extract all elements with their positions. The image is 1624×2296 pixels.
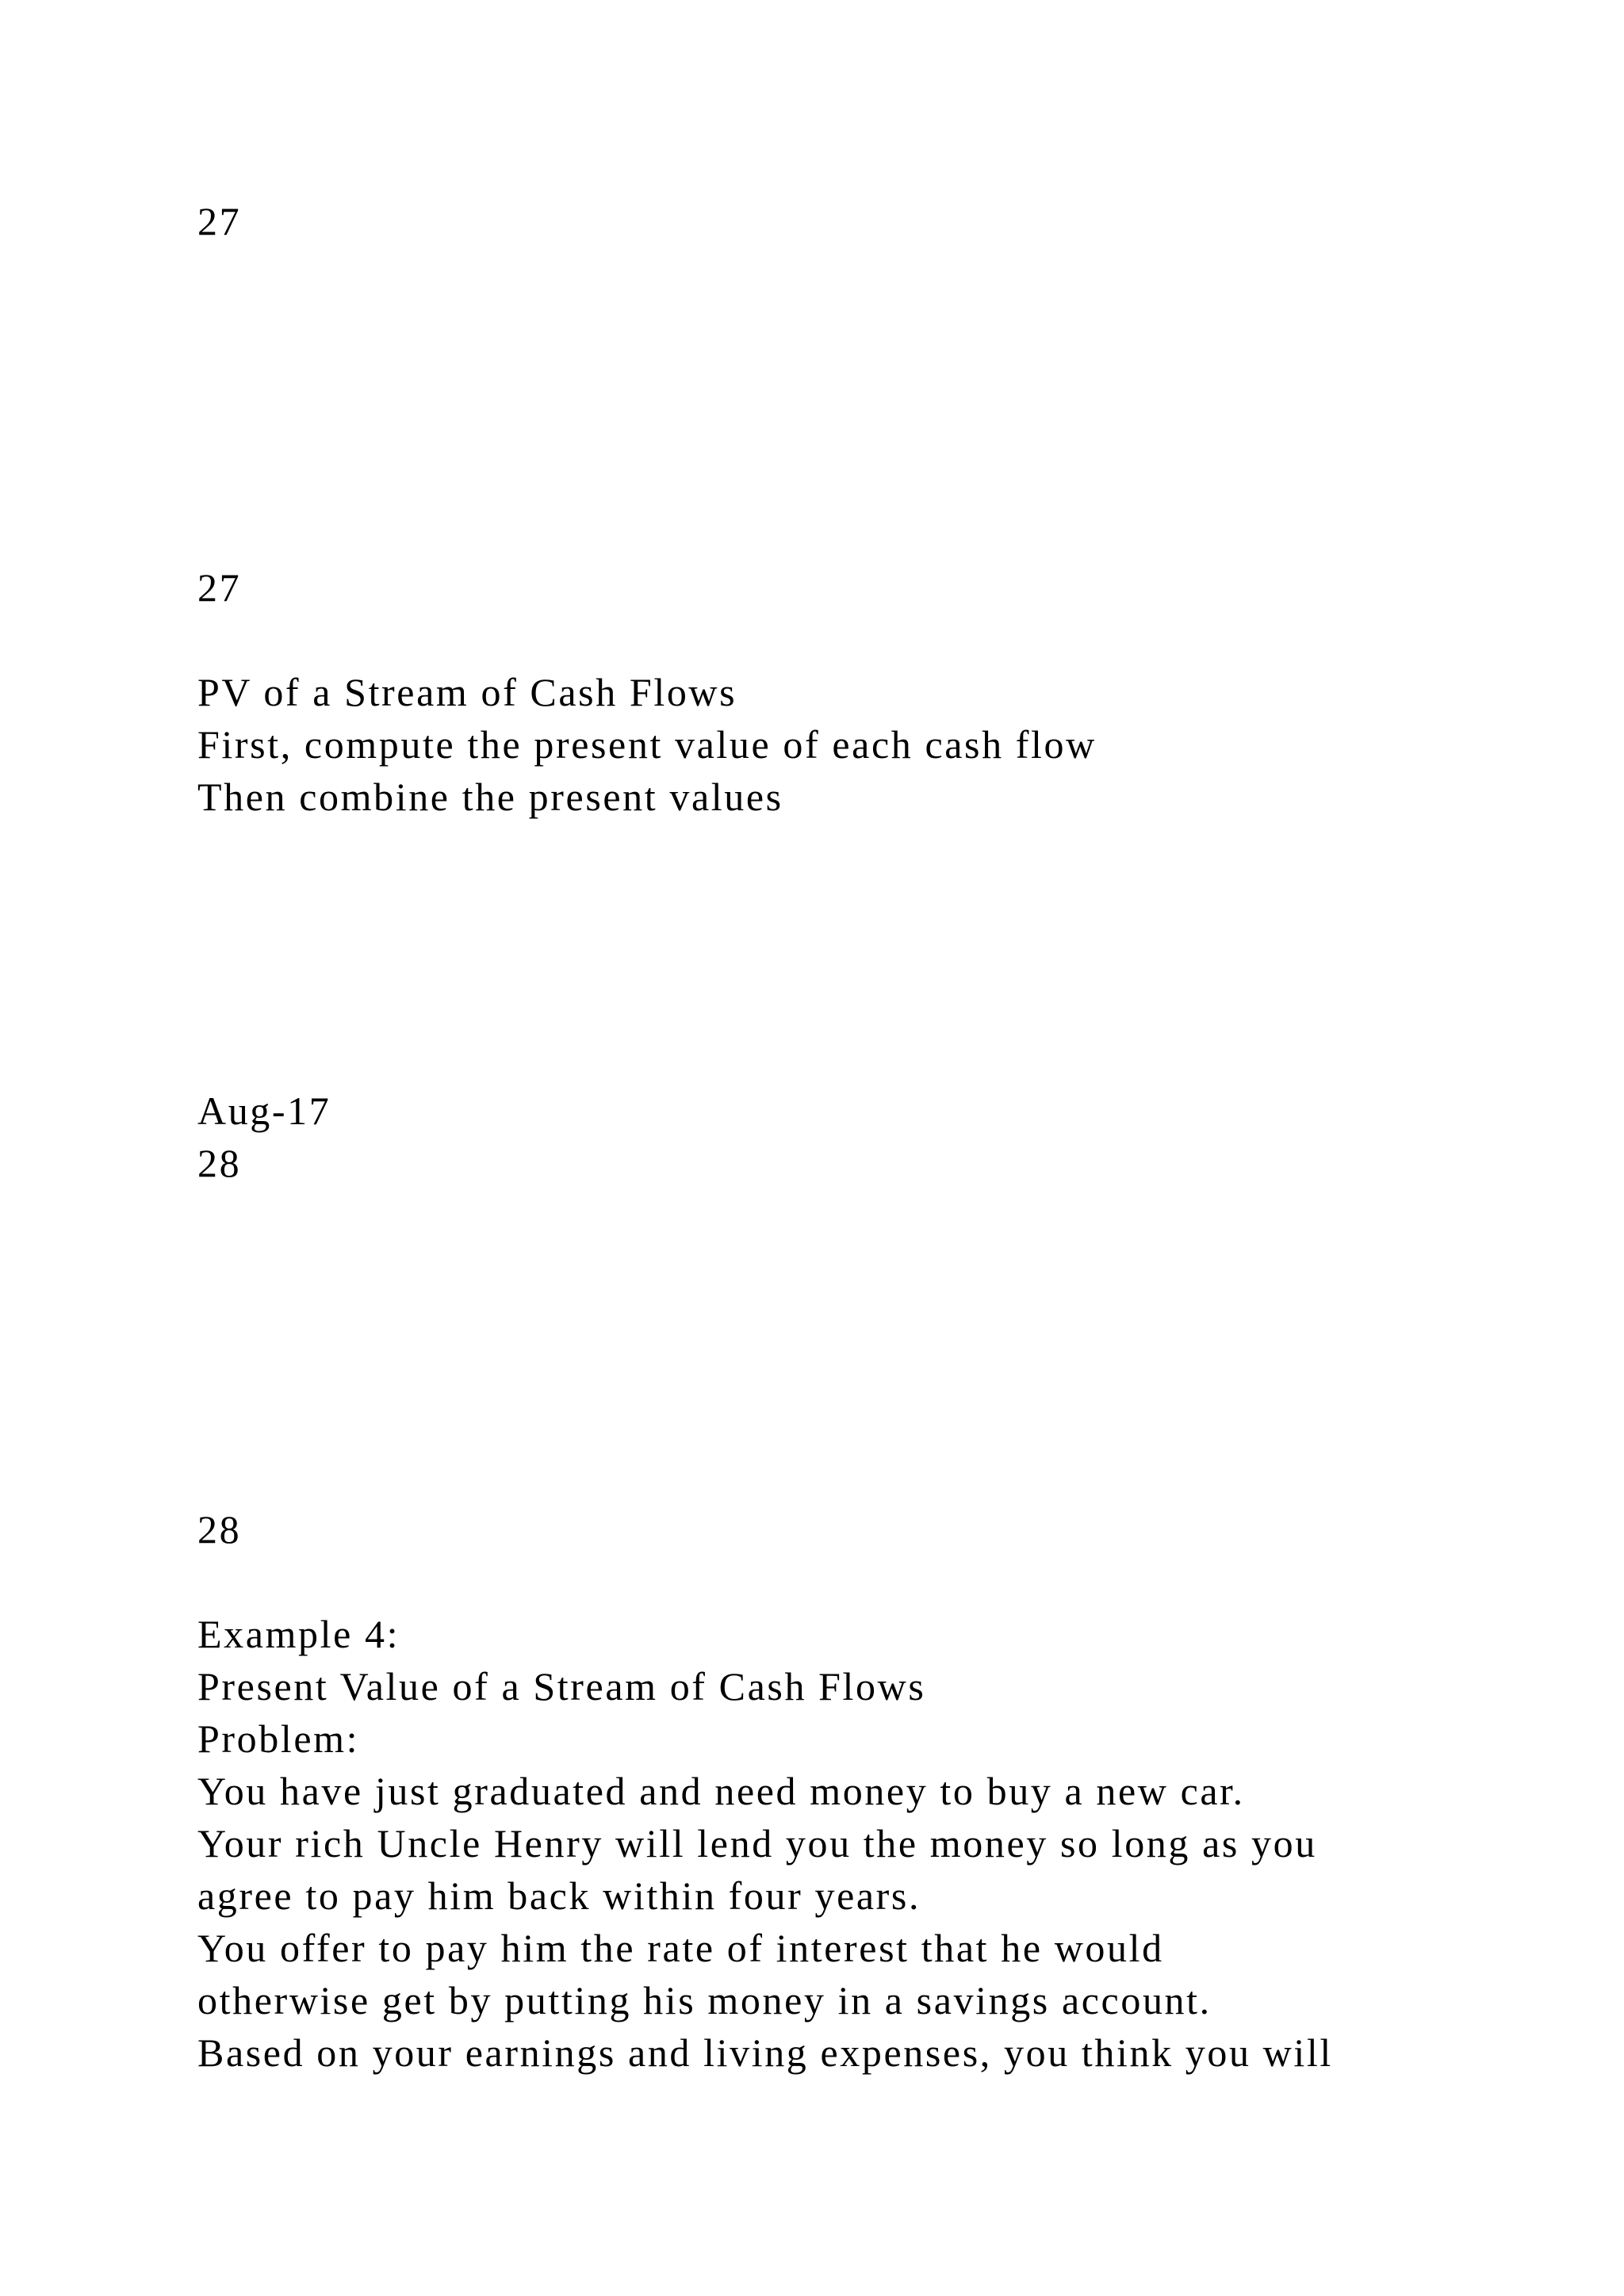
example-title: Present Value of a Stream of Cash Flows [197, 1664, 926, 1709]
example-heading: Example 4: [197, 1612, 400, 1656]
body-text-line: Your rich Uncle Henry will lend you the money so long as you [197, 1821, 1317, 1866]
slide-number: 28 [197, 1507, 242, 1552]
problem-label: Problem: [197, 1716, 360, 1761]
body-text-line: You offer to pay him the rate of interest that he would [197, 1926, 1164, 1970]
body-text-line: agree to pay him back within four years. [197, 1873, 921, 1918]
date-label: Aug-17 [197, 1089, 331, 1133]
body-text-line: otherwise get by putting his money in a savings account. [197, 1978, 1212, 2022]
body-text-line: You have just graduated and need money to buy a new car. [197, 1769, 1245, 1813]
slide-title: PV of a Stream of Cash Flows [197, 670, 737, 714]
slide-number: 28 [197, 1141, 242, 1185]
slide-number: 27 [197, 565, 242, 610]
body-text-line: Then combine the present values [197, 775, 783, 819]
body-text-line: Based on your earnings and living expenses, you think you will [197, 2030, 1333, 2075]
slide-number: 27 [197, 199, 242, 243]
body-text-line: First, compute the present value of each cash flow [197, 722, 1097, 767]
